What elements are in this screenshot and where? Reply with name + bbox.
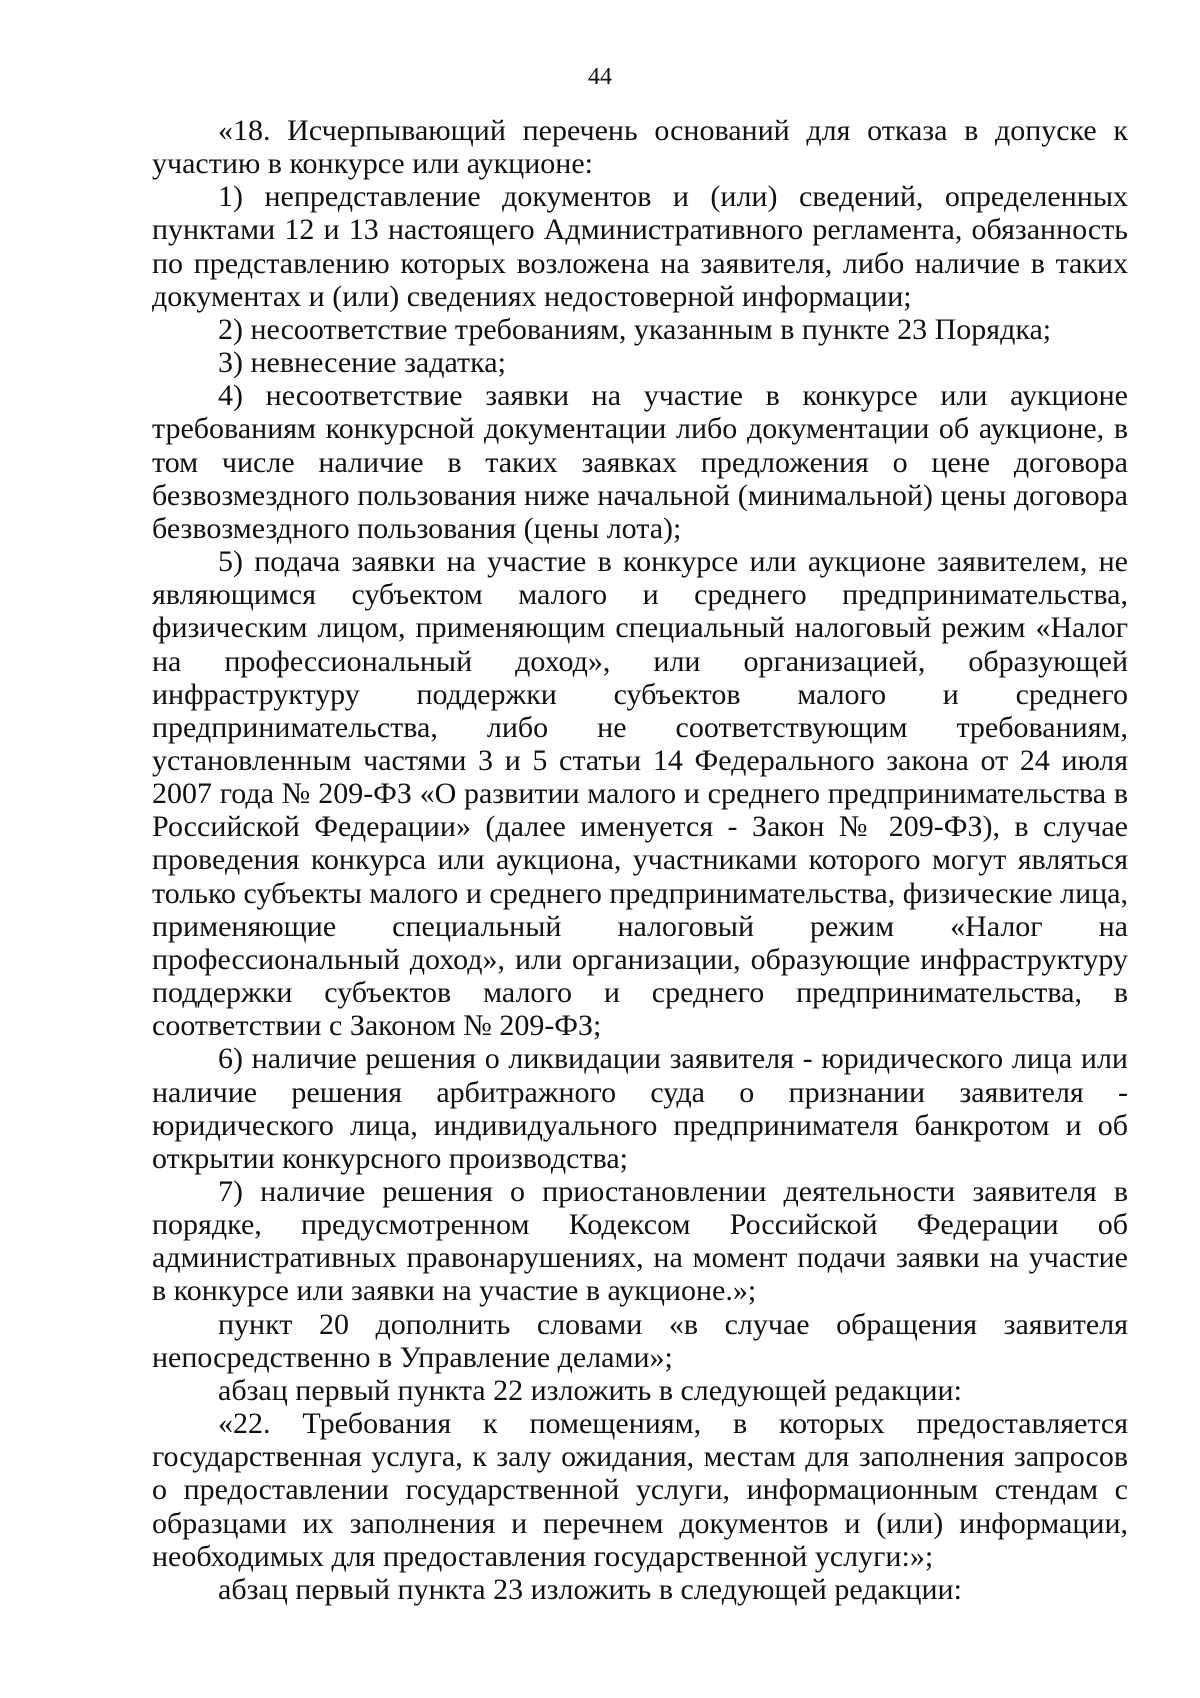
paragraph-point-23-instruction: абзац первый пункта 23 изложить в следующей редакции: xyxy=(218,1572,962,1606)
paragraph-point-20-amendment: пункт 20 дополнить словами «в случае обращения заявителя непосредственно в Управление делами»; xyxy=(152,1307,1128,1374)
paragraph-item-7: 7) наличие решения о приостановлении деятельности заявителя в порядке, предусмотренном Кодексом Российской Федерации об административных правонарушениях, на момент подачи заявки на участие в конкурсе или заявки на участие в аукционе.»; xyxy=(152,1175,1128,1308)
paragraph-18-intro: «18. Исчерпывающий перечень оснований для отказа в допуске к участию в конкурсе или аукционе: xyxy=(152,114,1128,181)
paragraph-point-22-text: «22. Требования к помещениям, в которых предоставляется государственная услуга, к залу ожидания, местам для заполнения запросов о предоставлении государственной услуги, информационным стендам с образцами их заполнения и перечнем документов и (или) информации, необходимых для предоставления государственной услуги:»; xyxy=(152,1407,1128,1573)
paragraph-item-5: 5) подача заявки на участие в конкурсе или аукционе заявителем, не являющимся субъектом малого и среднего предпринимательства, физическим лицом, применяющим специальный налоговый режим «Налог на профессиональный доход», или организацией, образующей инфраструктуру поддержки субъектов малого и среднего предпринимательства, либо не соответствующим требованиям, установленным частями 3 и 5 статьи 14 Федерального закона от 24 июля 2007 года № 209-ФЗ «О развитии малого и среднего предпринимательства в Российской Федерации» (далее именуется - Закон № 209-ФЗ), в случае проведения конкурса или аукциона, участниками которого могут являться только субъекты малого и среднего предпринимательства, физические лица, применяющие специальный налоговый режим «Налог на профессиональный доход», или организации, образующие инфраструктуру поддержки субъектов малого и среднего предпринимательства, в соответствии с Законом № 209-ФЗ; xyxy=(152,545,1128,1043)
paragraph-item-6: 6) наличие решения о ликвидации заявителя - юридического лица или наличие решения арбитражного суда о признании заявителя - юридического лица, индивидуального предпринимателя банкротом и об открытии конкурсного производства; xyxy=(152,1042,1128,1175)
paragraph-item-1: 1) непредставление документов и (или) сведений, определенных пунктами 12 и 13 настоящего Административного регламента, обязанность по представлению которых возложена на заявителя, либо наличие в таких документах и (или) сведениях недостоверной информации; xyxy=(152,180,1128,313)
paragraph-point-22-instruction: абзац первый пункта 22 изложить в следующей редакции: xyxy=(218,1373,962,1407)
document-body xyxy=(152,114,1128,1606)
paragraph-item-3: 3) невнесение задатка; xyxy=(218,346,506,380)
paragraph-item-2: 2) несоответствие требованиям, указанным в пункте 23 Порядка; xyxy=(218,312,1052,346)
page-number: 44 xyxy=(588,64,612,90)
paragraph-item-4: 4) несоответствие заявки на участие в конкурсе или аукционе требованиям конкурсной документации либо документации об аукционе, в том числе наличие в таких заявках предложения о цене договора безвозмездного пользования ниже начальной (минимальной) цены договора безвозмездного пользования (цены лота); xyxy=(152,379,1128,545)
